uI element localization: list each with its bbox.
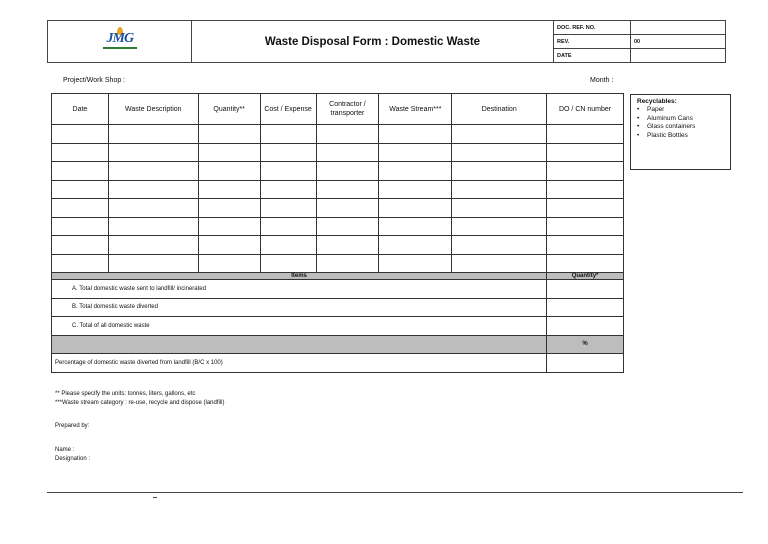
col-contractor: Contractor / transporter — [316, 94, 379, 125]
waste-table — [51, 93, 624, 373]
table-cell[interactable] — [198, 199, 260, 218]
table-cell[interactable] — [260, 143, 316, 162]
recyclable-item: • Glass containers — [637, 123, 724, 132]
table-cell[interactable] — [452, 217, 547, 236]
date-label: DATE — [554, 49, 631, 63]
project-label: Project/Work Shop : — [63, 77, 126, 84]
item-quantity-b[interactable] — [547, 298, 624, 317]
table-cell[interactable] — [316, 236, 379, 255]
table-cell[interactable] — [52, 143, 109, 162]
recyclables-box — [630, 94, 731, 170]
table-cell[interactable] — [108, 199, 198, 218]
table-cell[interactable] — [198, 217, 260, 236]
table-cell[interactable] — [108, 217, 198, 236]
table-cell[interactable] — [547, 143, 624, 162]
col-date: Date — [52, 94, 109, 125]
table-cell[interactable] — [260, 180, 316, 199]
percent-header: % — [547, 335, 624, 354]
table-cell[interactable] — [52, 236, 109, 255]
table-row — [52, 254, 624, 273]
table-cell[interactable] — [379, 199, 452, 218]
form-header — [47, 20, 726, 63]
table-cell[interactable] — [452, 143, 547, 162]
prepared-by-label: Prepared by: — [55, 423, 90, 429]
table-cell[interactable] — [52, 180, 109, 199]
table-cell[interactable] — [108, 254, 198, 273]
table-row — [52, 143, 624, 162]
recyclables-title: Recyclables: — [637, 98, 677, 105]
item-quantity-a[interactable] — [547, 280, 624, 299]
table-cell[interactable] — [547, 180, 624, 199]
items-header-row — [52, 273, 624, 280]
waste-stream-note: ***Waste stream category : re-use, recycle and dispose (landfill) — [55, 400, 225, 406]
table-cell[interactable] — [316, 143, 379, 162]
table-cell[interactable] — [52, 254, 109, 273]
table-cell[interactable] — [198, 254, 260, 273]
table-cell[interactable] — [316, 125, 379, 144]
table-cell[interactable] — [379, 217, 452, 236]
percentage-row — [52, 354, 624, 373]
item-row-b — [52, 298, 624, 317]
table-header-row — [52, 94, 624, 125]
col-waste-description: Waste Description — [108, 94, 198, 125]
table-cell[interactable] — [198, 180, 260, 199]
percentage-value[interactable] — [547, 354, 624, 373]
table-cell[interactable] — [108, 162, 198, 181]
table-cell[interactable] — [316, 162, 379, 181]
month-label: Month : — [590, 77, 614, 84]
table-cell[interactable] — [260, 254, 316, 273]
doc-ref-label: DOC. REF. NO. — [554, 21, 631, 35]
item-label-a: A. Total domestic waste sent to landfill/ incinerated — [52, 280, 547, 299]
table-cell[interactable] — [108, 236, 198, 255]
table-cell[interactable] — [452, 180, 547, 199]
designation-label: Designation : — [55, 456, 91, 462]
table-cell[interactable] — [547, 162, 624, 181]
table-row — [52, 199, 624, 218]
table-cell[interactable] — [52, 162, 109, 181]
logo-text: JMG — [106, 31, 134, 46]
table-cell[interactable] — [547, 125, 624, 144]
table-row — [52, 236, 624, 255]
recyclable-item: • Plastic Bottles — [637, 132, 724, 141]
recyclable-item: • Paper — [637, 106, 724, 115]
table-row — [52, 125, 624, 144]
table-cell[interactable] — [547, 236, 624, 255]
footer-dash — [153, 497, 157, 498]
table-cell[interactable] — [260, 162, 316, 181]
table-cell[interactable] — [198, 236, 260, 255]
table-cell[interactable] — [452, 254, 547, 273]
footer-divider — [47, 492, 743, 493]
col-do-cn: DO / CN number — [547, 94, 624, 125]
company-logo — [103, 28, 137, 50]
units-note: ** Please specify the units: tonnes, liters, gallons, etc — [55, 391, 196, 397]
percentage-label: Percentage of domestic waste diverted from landfill (B/C x 100) — [52, 354, 547, 373]
table-cell[interactable] — [52, 125, 109, 144]
table-cell[interactable] — [260, 199, 316, 218]
logo-cell — [48, 21, 192, 63]
col-destination: Destination — [452, 94, 547, 125]
col-quantity: Quantity** — [198, 94, 260, 125]
table-cell[interactable] — [52, 199, 109, 218]
item-label-c: C. Total of all domestic waste — [52, 317, 547, 336]
recyclables-list — [637, 106, 724, 140]
percent-header-blank — [52, 335, 547, 354]
table-cell[interactable] — [452, 162, 547, 181]
table-cell[interactable] — [452, 125, 547, 144]
table-cell[interactable] — [547, 217, 624, 236]
date-value[interactable] — [631, 49, 726, 63]
table-cell[interactable] — [108, 180, 198, 199]
recyclable-item: • Aluminum Cans — [637, 115, 724, 124]
item-label-b: B. Total domestic waste diverted — [52, 298, 547, 317]
logo-underline — [103, 47, 137, 49]
table-row — [52, 162, 624, 181]
table-cell[interactable] — [316, 217, 379, 236]
table-cell[interactable] — [52, 217, 109, 236]
table-cell[interactable] — [452, 199, 547, 218]
rev-value[interactable]: 00 — [631, 35, 726, 49]
table-row — [52, 180, 624, 199]
table-cell[interactable] — [452, 236, 547, 255]
table-cell[interactable] — [379, 143, 452, 162]
table-cell[interactable] — [108, 143, 198, 162]
name-label: Name : — [55, 447, 75, 453]
doc-ref-value[interactable] — [631, 21, 726, 35]
rev-label: REV. — [554, 35, 631, 49]
item-quantity-c[interactable] — [547, 317, 624, 336]
table-cell[interactable] — [379, 125, 452, 144]
table-cell[interactable] — [379, 180, 452, 199]
col-cost: Cost / Expense — [260, 94, 316, 125]
table-cell[interactable] — [260, 236, 316, 255]
item-row-a — [52, 280, 624, 299]
table-cell[interactable] — [316, 180, 379, 199]
table-cell[interactable] — [260, 125, 316, 144]
table-cell[interactable] — [379, 254, 452, 273]
table-cell[interactable] — [198, 162, 260, 181]
quantity-header: Quantity* — [547, 273, 624, 280]
percent-header-row — [52, 335, 624, 354]
table-cell[interactable] — [379, 236, 452, 255]
table-cell[interactable] — [108, 125, 198, 144]
item-row-c — [52, 317, 624, 336]
col-waste-stream: Waste Stream*** — [379, 94, 452, 125]
form-title: Waste Disposal Form : Domestic Waste — [192, 21, 554, 63]
items-header: Items — [52, 273, 547, 280]
table-cell[interactable] — [260, 217, 316, 236]
table-cell[interactable] — [198, 125, 260, 144]
table-cell[interactable] — [316, 199, 379, 218]
table-cell[interactable] — [198, 143, 260, 162]
table-cell[interactable] — [547, 254, 624, 273]
table-row — [52, 217, 624, 236]
table-cell[interactable] — [316, 254, 379, 273]
table-cell[interactable] — [379, 162, 452, 181]
table-cell[interactable] — [547, 199, 624, 218]
